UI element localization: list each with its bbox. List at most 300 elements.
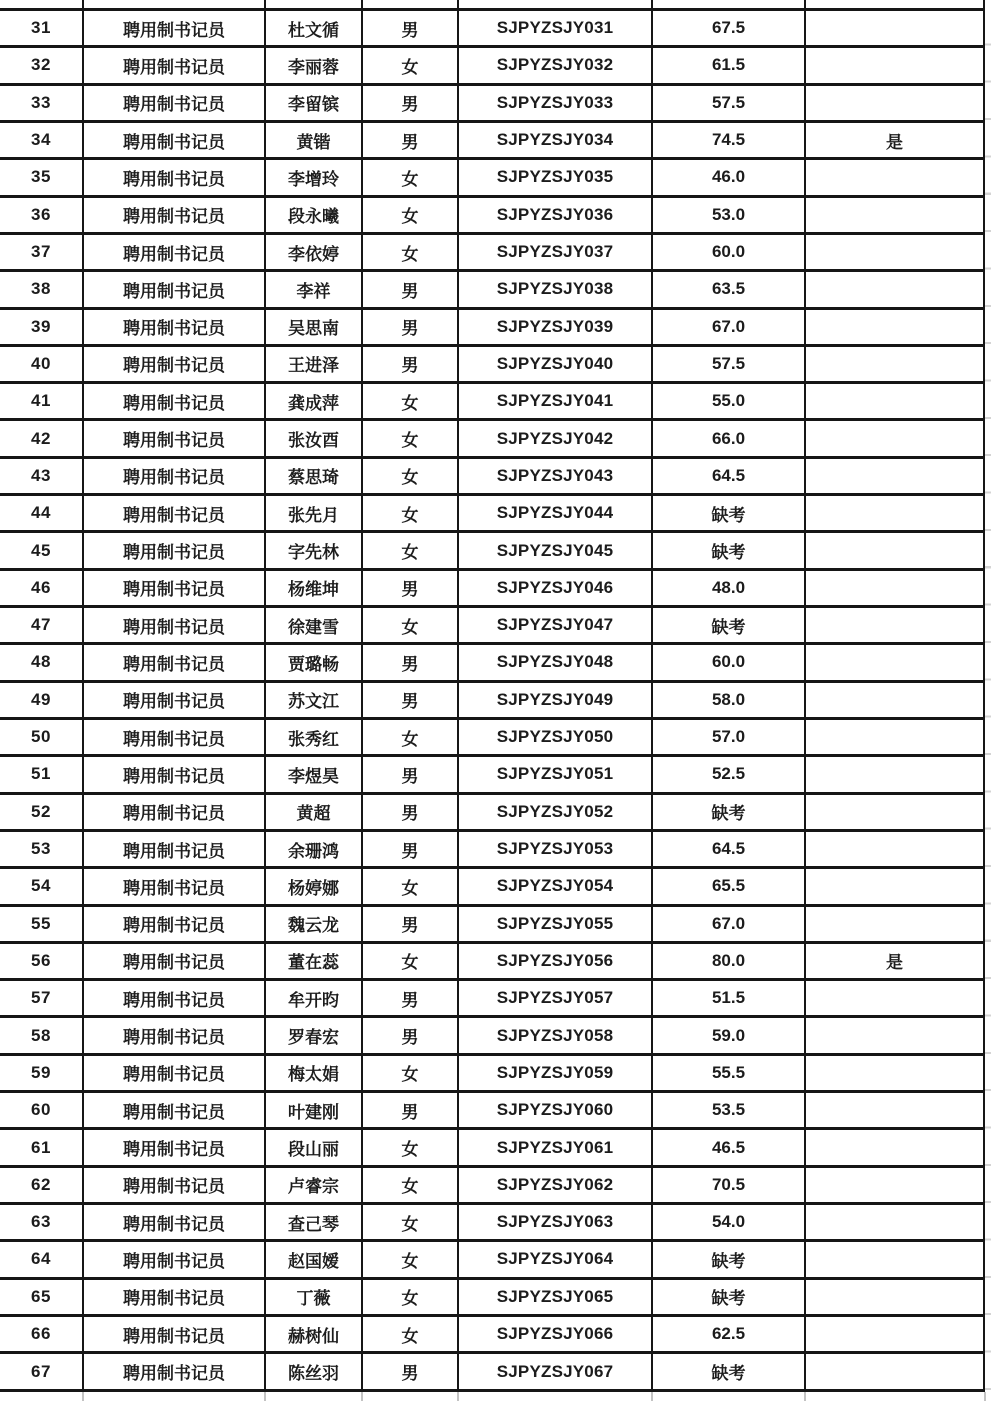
cell-position: 聘用制书记员: [83, 1054, 265, 1091]
cell-score: 66.0: [652, 420, 805, 457]
cell-score: 64.5: [652, 830, 805, 867]
cell-index: 55: [0, 905, 83, 942]
table-row: [0, 383, 984, 420]
table-row: [0, 1166, 984, 1203]
cell-name: 黄超: [265, 793, 362, 830]
cell-score: 48.0: [652, 569, 805, 606]
cell-exam-id: SJPYZSJY042: [458, 420, 652, 457]
cell-score: 65.5: [652, 868, 805, 905]
cell-exam-id: SJPYZSJY039: [458, 308, 652, 345]
cell-score: 57.5: [652, 345, 805, 382]
cell-index: 36: [0, 196, 83, 233]
cell-score: 62.5: [652, 1315, 805, 1352]
cell-qualified: 是: [805, 942, 984, 979]
table-row: [0, 905, 984, 942]
cell-gender: 男: [362, 308, 458, 345]
cell-index: 66: [0, 1315, 83, 1352]
table-row: [0, 980, 984, 1017]
cell-index: 39: [0, 308, 83, 345]
cell-index: 38: [0, 271, 83, 308]
partial-row-top: [0, 0, 984, 10]
cell-index: 45: [0, 532, 83, 569]
cell-name: 徐建雪: [265, 607, 362, 644]
table-row: [0, 233, 984, 270]
cell-score: 46.0: [652, 159, 805, 196]
cell-gender: 女: [362, 457, 458, 494]
cell-gender: 女: [362, 1129, 458, 1166]
cell-exam-id: SJPYZSJY065: [458, 1278, 652, 1315]
cell-gender: 男: [362, 121, 458, 158]
cell-qualified: [805, 644, 984, 681]
cell-gender: 女: [362, 196, 458, 233]
cell-name: 杜文循: [265, 10, 362, 47]
grid-continuation-right: [985, 8, 991, 1392]
table-row: [0, 681, 984, 718]
cell-position: 聘用制书记员: [83, 681, 265, 718]
grid-stub: [82, 1392, 84, 1401]
cell-gender: 男: [362, 681, 458, 718]
cell-qualified: [805, 47, 984, 84]
cell-exam-id: SJPYZSJY064: [458, 1241, 652, 1278]
cell-score: 60.0: [652, 233, 805, 270]
cell-position: 聘用制书记员: [83, 1278, 265, 1315]
cell-qualified: [805, 420, 984, 457]
cell-score: 80.0: [652, 942, 805, 979]
grid-stub: [264, 1392, 266, 1401]
cell-index: 65: [0, 1278, 83, 1315]
cell-position: 聘用制书记员: [83, 756, 265, 793]
cell-index: 63: [0, 1204, 83, 1241]
cell-gender: 男: [362, 1017, 458, 1054]
cell-name: 赫树仙: [265, 1315, 362, 1352]
table-row: [0, 1092, 984, 1129]
cell-position: 聘用制书记员: [83, 159, 265, 196]
cell-exam-id: SJPYZSJY057: [458, 980, 652, 1017]
table-row: [0, 1278, 984, 1315]
cell-name: 余珊鸿: [265, 830, 362, 867]
cell-gender: 男: [362, 345, 458, 382]
cell-gender: 女: [362, 495, 458, 532]
partial-cell: [805, 0, 984, 10]
cell-gender: 女: [362, 1204, 458, 1241]
cell-qualified: [805, 532, 984, 569]
table-row: [0, 1054, 984, 1091]
table-row: [0, 47, 984, 84]
cell-position: 聘用制书记员: [83, 233, 265, 270]
table-row: [0, 942, 984, 979]
table-row: [0, 868, 984, 905]
cell-exam-id: SJPYZSJY032: [458, 47, 652, 84]
cell-name: 叶建刚: [265, 1092, 362, 1129]
cell-name: 段永曦: [265, 196, 362, 233]
cell-position: 聘用制书记员: [83, 383, 265, 420]
cell-gender: 男: [362, 84, 458, 121]
cell-score: 58.0: [652, 681, 805, 718]
table-row: [0, 308, 984, 345]
cell-exam-id: SJPYZSJY043: [458, 457, 652, 494]
cell-gender: 女: [362, 1315, 458, 1352]
cell-name: 魏云龙: [265, 905, 362, 942]
cell-name: 李祥: [265, 271, 362, 308]
cell-qualified: [805, 681, 984, 718]
cell-position: 聘用制书记员: [83, 271, 265, 308]
cell-qualified: [805, 756, 984, 793]
table-row: [0, 532, 984, 569]
cell-gender: 女: [362, 233, 458, 270]
grid-stub: [361, 1392, 363, 1401]
cell-exam-id: SJPYZSJY058: [458, 1017, 652, 1054]
cell-exam-id: SJPYZSJY035: [458, 159, 652, 196]
cell-name: 查己琴: [265, 1204, 362, 1241]
cell-score: 63.5: [652, 271, 805, 308]
table-row: [0, 159, 984, 196]
cell-index: 46: [0, 569, 83, 606]
cell-qualified: [805, 1092, 984, 1129]
cell-position: 聘用制书记员: [83, 607, 265, 644]
cell-position: 聘用制书记员: [83, 47, 265, 84]
table-row: [0, 1204, 984, 1241]
cell-gender: 男: [362, 1353, 458, 1391]
table-row: [0, 495, 984, 532]
cell-position: 聘用制书记员: [83, 1017, 265, 1054]
cell-position: 聘用制书记员: [83, 1353, 265, 1391]
cell-exam-id: SJPYZSJY051: [458, 756, 652, 793]
cell-name: 蔡思琦: [265, 457, 362, 494]
cell-exam-id: SJPYZSJY037: [458, 233, 652, 270]
cell-gender: 女: [362, 532, 458, 569]
cell-exam-id: SJPYZSJY055: [458, 905, 652, 942]
cell-score: 67.5: [652, 10, 805, 47]
cell-qualified: [805, 457, 984, 494]
table-row: [0, 84, 984, 121]
table-row: [0, 345, 984, 382]
cell-exam-id: SJPYZSJY041: [458, 383, 652, 420]
cell-score: 缺考: [652, 1278, 805, 1315]
cell-score: 67.0: [652, 905, 805, 942]
cell-qualified: [805, 271, 984, 308]
cell-score: 57.0: [652, 718, 805, 755]
cell-name: 卢睿宗: [265, 1166, 362, 1203]
cell-name: 李依婷: [265, 233, 362, 270]
cell-score: 缺考: [652, 607, 805, 644]
partial-cell: [458, 0, 652, 10]
cell-exam-id: SJPYZSJY033: [458, 84, 652, 121]
cell-gender: 女: [362, 383, 458, 420]
cell-qualified: [805, 1278, 984, 1315]
cell-position: 聘用制书记员: [83, 1204, 265, 1241]
cell-exam-id: SJPYZSJY061: [458, 1129, 652, 1166]
cell-index: 60: [0, 1092, 83, 1129]
cell-name: 牟开昀: [265, 980, 362, 1017]
cell-gender: 男: [362, 10, 458, 47]
cell-qualified: [805, 308, 984, 345]
cell-exam-id: SJPYZSJY036: [458, 196, 652, 233]
cell-qualified: [805, 607, 984, 644]
cell-position: 聘用制书记员: [83, 793, 265, 830]
cell-index: 44: [0, 495, 83, 532]
cell-qualified: [805, 383, 984, 420]
cell-score: 缺考: [652, 495, 805, 532]
cell-qualified: [805, 1166, 984, 1203]
cell-qualified: [805, 1241, 984, 1278]
cell-index: 41: [0, 383, 83, 420]
table-row: [0, 271, 984, 308]
table-row: [0, 830, 984, 867]
table-row: [0, 1017, 984, 1054]
cell-exam-id: SJPYZSJY062: [458, 1166, 652, 1203]
cell-index: 49: [0, 681, 83, 718]
cell-gender: 女: [362, 942, 458, 979]
cell-name: 陈丝羽: [265, 1353, 362, 1391]
cell-score: 59.0: [652, 1017, 805, 1054]
cell-gender: 男: [362, 644, 458, 681]
cell-score: 51.5: [652, 980, 805, 1017]
cell-index: 52: [0, 793, 83, 830]
table-row: [0, 793, 984, 830]
cell-position: 聘用制书记员: [83, 457, 265, 494]
table-row: [0, 569, 984, 606]
table-row: [0, 644, 984, 681]
partial-cell: [362, 0, 458, 10]
cell-name: 贾璐畅: [265, 644, 362, 681]
cell-position: 聘用制书记员: [83, 569, 265, 606]
cell-name: 杨婷娜: [265, 868, 362, 905]
cell-name: 杨维坤: [265, 569, 362, 606]
cell-qualified: [805, 718, 984, 755]
cell-score: 64.5: [652, 457, 805, 494]
cell-gender: 女: [362, 868, 458, 905]
grid-stub: [984, 1392, 986, 1401]
table-row: [0, 196, 984, 233]
cell-gender: 女: [362, 1166, 458, 1203]
cell-gender: 女: [362, 47, 458, 84]
cell-position: 聘用制书记员: [83, 345, 265, 382]
cell-name: 李丽蓉: [265, 47, 362, 84]
cell-score: 缺考: [652, 1353, 805, 1391]
table-row: [0, 1241, 984, 1278]
cell-index: 31: [0, 10, 83, 47]
cell-name: 龚成萍: [265, 383, 362, 420]
cell-score: 53.0: [652, 196, 805, 233]
cell-score: 52.5: [652, 756, 805, 793]
cell-name: 赵国嫒: [265, 1241, 362, 1278]
cell-score: 67.0: [652, 308, 805, 345]
cell-index: 43: [0, 457, 83, 494]
cell-qualified: [805, 1315, 984, 1352]
cell-qualified: [805, 868, 984, 905]
cell-exam-id: SJPYZSJY045: [458, 532, 652, 569]
cell-index: 35: [0, 159, 83, 196]
cell-exam-id: SJPYZSJY049: [458, 681, 652, 718]
cell-exam-id: SJPYZSJY067: [458, 1353, 652, 1391]
cell-qualified: [805, 10, 984, 47]
cell-position: 聘用制书记员: [83, 942, 265, 979]
cell-score: 缺考: [652, 532, 805, 569]
cell-gender: 女: [362, 1054, 458, 1091]
cell-index: 48: [0, 644, 83, 681]
table-row: [0, 1129, 984, 1166]
cell-score: 74.5: [652, 121, 805, 158]
cell-score: 57.5: [652, 84, 805, 121]
cell-gender: 女: [362, 718, 458, 755]
cell-qualified: [805, 830, 984, 867]
cell-score: 55.0: [652, 383, 805, 420]
cell-qualified: [805, 1204, 984, 1241]
cell-qualified: [805, 233, 984, 270]
cell-qualified: [805, 569, 984, 606]
partial-row-bottom: [0, 1392, 991, 1401]
cell-exam-id: SJPYZSJY060: [458, 1092, 652, 1129]
cell-name: 李留镔: [265, 84, 362, 121]
cell-gender: 女: [362, 420, 458, 457]
table-row: [0, 121, 984, 158]
cell-index: 58: [0, 1017, 83, 1054]
cell-qualified: [805, 159, 984, 196]
cell-exam-id: SJPYZSJY053: [458, 830, 652, 867]
table-row: [0, 1315, 984, 1352]
cell-gender: 女: [362, 607, 458, 644]
cell-index: 54: [0, 868, 83, 905]
cell-name: 罗春宏: [265, 1017, 362, 1054]
cell-index: 47: [0, 607, 83, 644]
cell-position: 聘用制书记员: [83, 1129, 265, 1166]
cell-exam-id: SJPYZSJY031: [458, 10, 652, 47]
cell-position: 聘用制书记员: [83, 420, 265, 457]
cell-exam-id: SJPYZSJY048: [458, 644, 652, 681]
cell-qualified: [805, 1353, 984, 1391]
cell-position: 聘用制书记员: [83, 532, 265, 569]
cell-gender: 男: [362, 756, 458, 793]
cell-qualified: 是: [805, 121, 984, 158]
cell-exam-id: SJPYZSJY034: [458, 121, 652, 158]
cell-name: 李煜昊: [265, 756, 362, 793]
cell-score: 61.5: [652, 47, 805, 84]
partial-cell: [0, 0, 83, 10]
cell-qualified: [805, 905, 984, 942]
cell-index: 32: [0, 47, 83, 84]
cell-position: 聘用制书记员: [83, 10, 265, 47]
cell-index: 42: [0, 420, 83, 457]
cell-index: 64: [0, 1241, 83, 1278]
cell-score: 55.5: [652, 1054, 805, 1091]
cell-position: 聘用制书记员: [83, 121, 265, 158]
cell-gender: 男: [362, 905, 458, 942]
cell-exam-id: SJPYZSJY059: [458, 1054, 652, 1091]
cell-qualified: [805, 1054, 984, 1091]
cell-name: 苏文江: [265, 681, 362, 718]
cell-position: 聘用制书记员: [83, 308, 265, 345]
grid-stub: [804, 1392, 806, 1401]
cell-name: 张秀红: [265, 718, 362, 755]
cell-position: 聘用制书记员: [83, 830, 265, 867]
cell-qualified: [805, 345, 984, 382]
cell-index: 59: [0, 1054, 83, 1091]
cell-index: 50: [0, 718, 83, 755]
cell-exam-id: SJPYZSJY050: [458, 718, 652, 755]
cell-index: 61: [0, 1129, 83, 1166]
cell-name: 梅太娟: [265, 1054, 362, 1091]
cell-exam-id: SJPYZSJY040: [458, 345, 652, 382]
cell-exam-id: SJPYZSJY056: [458, 942, 652, 979]
cell-position: 聘用制书记员: [83, 980, 265, 1017]
cell-score: 60.0: [652, 644, 805, 681]
cell-score: 46.5: [652, 1129, 805, 1166]
cell-name: 李增玲: [265, 159, 362, 196]
table-row: [0, 10, 984, 47]
cell-position: 聘用制书记员: [83, 718, 265, 755]
cell-gender: 男: [362, 980, 458, 1017]
cell-gender: 男: [362, 271, 458, 308]
cell-score: 缺考: [652, 1241, 805, 1278]
cell-name: 字先林: [265, 532, 362, 569]
table-row: [0, 420, 984, 457]
cell-exam-id: SJPYZSJY054: [458, 868, 652, 905]
cell-position: 聘用制书记员: [83, 868, 265, 905]
cell-position: 聘用制书记员: [83, 1315, 265, 1352]
cell-exam-id: SJPYZSJY046: [458, 569, 652, 606]
cell-index: 51: [0, 756, 83, 793]
cell-position: 聘用制书记员: [83, 1241, 265, 1278]
cell-qualified: [805, 196, 984, 233]
cell-name: 张先月: [265, 495, 362, 532]
cell-index: 40: [0, 345, 83, 382]
cell-position: 聘用制书记员: [83, 495, 265, 532]
cell-index: 33: [0, 84, 83, 121]
cell-position: 聘用制书记员: [83, 644, 265, 681]
partial-cell: [652, 0, 805, 10]
cell-gender: 女: [362, 1241, 458, 1278]
grid-stub: [457, 1392, 459, 1401]
cell-position: 聘用制书记员: [83, 1166, 265, 1203]
cell-index: 56: [0, 942, 83, 979]
cell-gender: 男: [362, 830, 458, 867]
cell-index: 67: [0, 1353, 83, 1391]
cell-gender: 男: [362, 569, 458, 606]
cell-qualified: [805, 1017, 984, 1054]
cell-name: 张汝酉: [265, 420, 362, 457]
cell-index: 57: [0, 980, 83, 1017]
cell-name: 段山丽: [265, 1129, 362, 1166]
cell-position: 聘用制书记员: [83, 1092, 265, 1129]
cell-score: 70.5: [652, 1166, 805, 1203]
cell-index: 34: [0, 121, 83, 158]
cell-score: 缺考: [652, 793, 805, 830]
table-row: [0, 756, 984, 793]
cell-qualified: [805, 495, 984, 532]
cell-index: 53: [0, 830, 83, 867]
cell-name: 吴思南: [265, 308, 362, 345]
cell-gender: 女: [362, 1278, 458, 1315]
cell-qualified: [805, 793, 984, 830]
cell-position: 聘用制书记员: [83, 196, 265, 233]
cell-exam-id: SJPYZSJY047: [458, 607, 652, 644]
cell-score: 53.5: [652, 1092, 805, 1129]
cell-gender: 男: [362, 1092, 458, 1129]
cell-qualified: [805, 980, 984, 1017]
cell-exam-id: SJPYZSJY063: [458, 1204, 652, 1241]
table-row: [0, 1353, 984, 1391]
grid-stub: [651, 1392, 653, 1401]
partial-cell: [83, 0, 265, 10]
cell-position: 聘用制书记员: [83, 905, 265, 942]
partial-cell: [265, 0, 362, 10]
table-row: [0, 457, 984, 494]
cell-gender: 男: [362, 793, 458, 830]
cell-exam-id: SJPYZSJY044: [458, 495, 652, 532]
cell-name: 丁薇: [265, 1278, 362, 1315]
cell-exam-id: SJPYZSJY066: [458, 1315, 652, 1352]
cell-name: 王进泽: [265, 345, 362, 382]
